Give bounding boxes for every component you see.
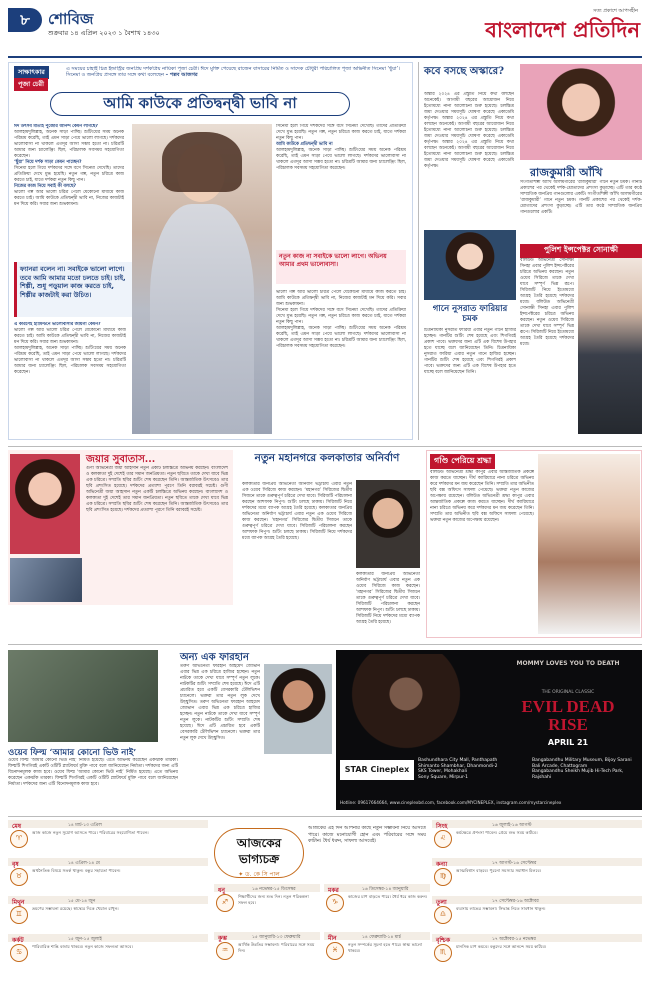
answer-7: আলহামদুলিল্লাহ, অনেক সাড়া পাচ্ছি। শুটিংয়ের সময় অনেক পরিশ্রম করেছি, তাই এমন সাড়া পেয়ে ভালো লাগছে। দর্শকদের ভালোবাসা না থাকলে এতদূর আসা সম্ভব হতো না। চরিত্রটি আমার জন্য চ্যালেঞ্জিং ছিল, পরিচালক সবসময় সহযোগিতা করেছেন। [276, 148, 406, 171]
horoscope-section [8, 820, 642, 980]
newspaper-logo: বাংলাদেশ প্রতিদিন [485, 17, 640, 42]
horoscope-item [324, 932, 430, 968]
ad-tagline: MOMMY LOVES YOU TO DEATH [516, 660, 620, 667]
ad-locations [418, 758, 640, 796]
zodiac-icon: ♎ [434, 906, 452, 924]
nusrat-title: গানে নুসরাত ফারিয়ার চমক [432, 304, 508, 324]
zodiac-icon: ♐ [216, 894, 234, 912]
zodiac-icon: ♑ [326, 894, 344, 912]
zodiac-dates: ১৫ জুন-১৫ জুলাই [68, 936, 102, 942]
sidebar-divider [418, 62, 419, 440]
horoscope-item [432, 896, 642, 932]
photo-akhi [520, 64, 642, 160]
horoscope-item [214, 884, 320, 920]
horoscope-strip [432, 934, 642, 942]
zodiac-icon: ♓ [326, 942, 344, 960]
photo-web-film [8, 650, 158, 742]
lead-col-1b [14, 322, 126, 434]
ad-location-6: Bali Arcade, Chattogram [532, 763, 588, 769]
ad-hotline: Hotline: 09617664664, www.cineplexbd.com, facebook.com/MYCINEPLEX, instagram.com/mystarcineplex [340, 800, 562, 805]
answer-6: সিনেমা হলে গিয়ে দর্শকদের সঙ্গে বসে সিনেমা দেখেছি। তাদের প্রতিক্রিয়া দেখে মুগ্ধ হয়েছি। নতুন গল্প, নতুন চরিত্রে কাজ করতে চাই, যাতে দর্শকরা নতুন কিছু পান। [276, 124, 406, 141]
lead-headline: আমি কাউকে প্রতিদ্বন্দ্বী ভাবি না [50, 92, 350, 116]
dateline: শুক্রবার ১৪ এপ্রিল ২০২৩ ১ বৈশাখ ১৪৩০ [48, 29, 160, 37]
rajkumari-body: সংগীতশিল্পী আঁখি আলমগীরের ‘রাজকুমারী’ গানে নতুন চমক। গানটি প্রকাশের পর থেকেই দর্শক-শ্রোতাদের প্রশংসা কুড়াচ্ছে। এটি তার কণ্ঠে সাম্প্রতিক জনপ্রিয় গানগুলোর একটি। সংগীতশিল্পী আঁখি আলমগীরের ‘রাজকুমারী’ গানে নতুন চমক। গানটি প্রকাশের পর থেকেই দর্শক-শ্রোতাদের প্রশংসা কুড়াচ্ছে। এটি তার কণ্ঠে সাম্প্রতিক জনপ্রিয় গানগুলোর একটি। [520, 180, 642, 215]
zodiac-text: ভ্রমণের সম্ভাবনা রয়েছে। স্বাস্থ্যের দিকে খেয়াল রাখুন। [32, 906, 119, 911]
zodiac-text: কাজের চাপ বাড়তে পারে। ধৈর্য ধরে কাজ করুন। [348, 894, 428, 899]
ad-location-5: Bangabandhu Military Museum, Bijoy Sarani [532, 758, 632, 763]
lead-byline: – পল্লব আজগর [165, 72, 198, 78]
horoscope-title: আজকের ভাগ্যচক্র [236, 836, 282, 866]
lead-photo-puja-cherry [132, 124, 272, 434]
zodiac-name: মীন [328, 935, 337, 942]
answer-10: আলহামদুলিল্লাহ, অনেক সাড়া পাচ্ছি। শুটিংয়ের সময় অনেক পরিশ্রম করেছি, তাই এমন সাড়া পেয়ে ভালো লাগছে। দর্শকদের ভালোবাসা না থাকলে এতদূর আসা সম্ভব হতো না। চরিত্রটি আমার জন্য চ্যালেঞ্জিং ছিল, পরিচালক সবসময় সহযোগিতা করেছেন। [276, 326, 406, 349]
saree-shape [150, 204, 254, 434]
horoscope-strip [432, 858, 642, 866]
horoscope-item [432, 820, 642, 856]
zodiac-text: মানসিক চাপ কমবে। বন্ধুদের সঙ্গে আনন্দে সময় কাটবে। [456, 944, 547, 949]
zodiac-icon: ♏ [434, 944, 452, 962]
answer-2: সিনেমা হলে গিয়ে দর্শকদের সঙ্গে বসে সিনেমা দেখেছি। তাদের প্রতিক্রিয়া দেখে মুগ্ধ হয়েছি। নতুন গল্প, নতুন চরিত্রে কাজ করতে চাই, যাতে দর্শকরা নতুন কিছু পান। [14, 166, 124, 183]
rajkumari-title: রাজকুমারী আঁখি [530, 166, 603, 179]
zodiac-dates: ১৫ মে-১৪ জুন [68, 898, 96, 904]
zodiac-icon: ♍ [434, 868, 452, 886]
sonakshi-body: বলিউড অভিনেত্রী সোনাক্ষী সিনহা এবার পুলিশ ইন্সপেক্টরের চরিত্রে অভিনয় করছেন। নতুন ওয়েব সিরিজে তাকে দেখা যাবে সম্পূর্ণ ভিন্ন রূপে। সিরিজটি নিয়ে ইতোমধ্যে আগ্রহ তৈরি হয়েছে দর্শকদের মধ্যে। বলিউড অভিনেত্রী সোনাক্ষী সিনহা এবার পুলিশ ইন্সপেক্টরের চরিত্রে অভিনয় করছেন। নতুন ওয়েব সিরিজে তাকে দেখা যাবে সম্পূর্ণ ভিন্ন রূপে। সিরিজটি নিয়ে ইতোমধ্যে আগ্রহ তৈরি হয়েছে দর্শকদের মধ্যে। [520, 258, 574, 347]
zodiac-icon: ♊ [10, 906, 28, 924]
horoscope-strip [8, 896, 208, 904]
jaya-body: গুণী অভিনেত্রী জয়া আহসান নতুন একটি চলচ্চিত্রে অভিনয় করছেন। বাংলাদেশ ও কলকাতা দুই দেশেই তার সমান জনপ্রিয়তা। নতুন ছবিতে তাকে দেখা যাবে ভিন্ন এক চরিত্রে। সম্প্রতি ছবির শুটিং শেষ করেছেন তিনি। আন্তর্জাতিক উৎসবেও তার ছবি প্রশংসিত হয়েছে। দর্শকদের প্রত্যাশা পূরণে তিনি বরাবরই সচেষ্ট। গুণী অভিনেত্রী জয়া আহসান নতুন একটি চলচ্চিত্রে অভিনয় করছেন। বাংলাদেশ ও কলকাতা দুই দেশেই তার সমান জনপ্রিয়তা। নতুন ছবিতে তাকে দেখা যাবে ভিন্ন এক চরিত্রে। সম্প্রতি ছবির শুটিং শেষ করেছেন তিনি। আন্তর্জাতিক উৎসবেও তার ছবি প্রশংসিত হয়েছে। দর্শকদের প্রত্যাশা পূরণে তিনি বরাবরই সচেষ্ট। [86, 466, 228, 513]
answer-1: আলহামদুলিল্লাহ, অনেক সাড়া পাচ্ছি। শুটিংয়ের সময় অনেক পরিশ্রম করেছি, তাই এমন সাড়া পেয়ে ভালো লাগছে। দর্শকদের ভালোবাসা না থাকলে এতদূর আসা সম্ভব হতো না। চরিত্রটি আমার জন্য চ্যালেঞ্জিং ছিল, পরিচালক সবসময় সহযোগিতা করেছেন। [14, 130, 124, 159]
zodiac-name: কুম্ভ [218, 935, 227, 942]
zodiac-name: মেষ [12, 823, 22, 830]
ad-classic: THE ORIGINAL CLASSIC [541, 690, 595, 695]
zodiac-text: আত্মবিশ্বাস বাড়বে। পুরনো সমস্যার সমাধান মিলবে। [456, 868, 542, 873]
zodiac-text: ব্যবসায় লাভের সম্ভাবনা। সিদ্ধান্ত নিতে সাবধান থাকুন। [456, 906, 546, 911]
answer-9: সিনেমা হলে গিয়ে দর্শকদের সঙ্গে বসে সিনেমা দেখেছি। তাদের প্রতিক্রিয়া দেখে মুগ্ধ হয়েছি। নতুন গল্প, নতুন চরিত্রে কাজ করতে চাই, যাতে দর্শকরা নতুন কিছু পান। [276, 308, 406, 325]
zodiac-text: আজ কাজে নতুন সুযোগ আসতে পারে। পরিবারের সহযোগিতা পাবেন। [32, 830, 149, 835]
lead-col-1 [14, 124, 124, 236]
zodiac-text: পারিবারিক শান্তি বজায় থাকবে। নতুন কাজে সফলতা আসবে। [32, 944, 133, 949]
photo-farhan [264, 664, 332, 754]
web-film-title: ওয়েব ফিল্ম ‘আমার কোনো ভিউ নাই’ [8, 748, 137, 758]
web-film-body: ওয়েব ফিল্ম ‘আমার কোনো ভিউ নাই’ নির্মিত হয়েছে। এতে অভিনয় করেছেন একঝাঁক তারকা। ফিল্মটি শিগগিরই একটি ওটিটি প্ল্যাটফর্মে মুক্তি পাবে বলে জানিয়েছেন নির্মাতা। দর্শকদের জন্য এটি বিনোদনমূলক কাজ হবে। ওয়েব ফিল্ম ‘আমার কোনো ভিউ নাই’ নির্মিত হয়েছে। এতে অভিনয় করেছেন একঝাঁক তারকা। ফিল্মটি শিগগিরই একটি ওটিটি প্ল্যাটফর্মে মুক্তি পাবে বলে জানিয়েছেন নির্মাতা। দর্শকদের জন্য এটি বিনোদনমূলক কাজ হবে। [8, 758, 178, 787]
photo-sonakshi [578, 258, 642, 434]
hair-shape [162, 132, 242, 192]
ad-horror-image [340, 654, 472, 754]
nusrat-body: চিত্রনায়িকা নুসরাত ফারিয়া এবার নতুন গানে হাজির হচ্ছেন। গানটির শুটিং শেষ হয়েছে এবং শিগগিরই প্রকাশ পাবে। ভক্তদের জন্য এটি এক বিশেষ উপহার হতে যাচ্ছে বলে জানিয়েছেন তিনি। চিত্রনায়িকা নুসরাত ফারিয়া এবার নতুন গানে হাজির হচ্ছেন। গানটির শুটিং শেষ হয়েছে এবং শিগগিরই প্রকাশ পাবে। ভক্তদের জন্য এটি এক বিশেষ উপহার হতে যাচ্ছে বলে জানিয়েছেন তিনি। [424, 328, 516, 375]
horoscope-strip [8, 820, 208, 828]
ad-location-2: Shimanto Shambhar, Dhanmondi-2 [418, 763, 498, 769]
ad-location-7: Bangabandhu Sheikh Mujib Hi-Tech Park, Rajshahi [532, 769, 624, 780]
question-5: আমি কাউকে প্রতিদ্বন্দ্বী ভাবি না [276, 142, 333, 147]
zodiac-name: কন্যা [436, 861, 448, 868]
jaya-title: জয়ার সুবাতাস... [86, 454, 156, 465]
section-title: শোবিজ [48, 10, 94, 28]
shraddha-title: গণ্ডি পেরিয়ে শ্রদ্ধা [430, 454, 495, 469]
zodiac-dates: ১৭ অক্টোবর-১৫ নভেম্বর [492, 936, 536, 942]
zodiac-dates: ১৪ মার্চ-১৩ এপ্রিল [68, 822, 102, 828]
ad-location-1: Bashundhara City Mall, Panthapath [418, 758, 498, 763]
question-1: ঈদ উৎসব মাতাই পুজোর আনন্দ কেমন লাগছে? [14, 124, 98, 129]
ad-brand-logo: STAR Cineplex [340, 760, 414, 780]
zodiac-icon: ♈ [10, 830, 28, 848]
zodiac-name: তুলা [436, 899, 447, 906]
logo-tagline: সত্য প্রকাশে আপসহীন [593, 8, 638, 14]
zodiac-dates: ১৭ সেপ্টেম্বর-১৬ অক্টোবর [492, 898, 539, 904]
horoscope-strip [432, 820, 642, 828]
question-2: ‘ছুঁয়া’ নিয়ে দর্শক সাড়া কেমন পাচ্ছেন? [14, 160, 82, 165]
answer-3: ভালো গল্প আর ভালো চরিত্র পেলে যেকোনো মাধ্যমে কাজ করতে চাই। আমি কাউকে প্রতিদ্বন্দ্বী ভাবি না, নিজের কাজটাই মন দিয়ে করি। সবার জন্য শুভকামনা। [14, 190, 124, 207]
zodiac-name: ধনু [218, 887, 225, 894]
zodiac-dates: ১৬ নভেম্বর-১৫ ডিসেম্বর [252, 886, 296, 892]
photo-jaya-2 [10, 558, 82, 602]
zodiac-text: আর্থিক উন্নতির সম্ভাবনা। পরিবারের সঙ্গে সময় দিন। [238, 942, 315, 953]
answer-4: ভালো গল্প আর ভালো চরিত্র পেলে যেকোনো মাধ্যমে কাজ করতে চাই। আমি কাউকে প্রতিদ্বন্দ্বী ভাবি না, নিজের কাজটাই মন দিয়ে করি। সবার জন্য শুভকামনা। [14, 328, 126, 345]
ad-release-date: APRIL 21 [547, 738, 589, 747]
answer-5: আলহামদুলিল্লাহ, অনেক সাড়া পাচ্ছি। শুটিংয়ের সময় অনেক পরিশ্রম করেছি, তাই এমন সাড়া পেয়ে ভালো লাগছে। দর্শকদের ভালোবাসা না থাকলে এতদূর আসা সম্ভব হতো না। চরিত্রটি আমার জন্য চ্যালেঞ্জিং ছিল, পরিচালক সবসময় সহযোগিতা করেছেন। [14, 346, 126, 375]
header-rule [8, 56, 642, 58]
zodiac-dates: ১৬ ডিসেম্বর-১৪ জানুয়ারি [362, 886, 409, 892]
farhan-title: অন্য এক ফারহান [180, 652, 249, 663]
kolkata-body: কলকাতার জনপ্রিয় অভিনেতা অনির্বাণ ভট্টাচার্য এবার নতুন এক ওয়েব সিরিজে কাজ করছেন। ‘মহানগর’ সিরিজের দ্বিতীয় সিজনে তাকে গুরুত্বপূর্ণ চরিত্রে দেখা যাবে। সিরিজটি পরিচালনা করছেন আশফাক নিপুণ। শুটিং চলছে ঢাকায়। সিরিজটি নিয়ে দর্শকদের মধ্যে ব্যাপক আগ্রহ তৈরি হয়েছে। কলকাতার জনপ্রিয় অভিনেতা অনির্বাণ ভট্টাচার্য এবার নতুন এক ওয়েব সিরিজে কাজ করছেন। ‘মহানগর’ সিরিজের দ্বিতীয় সিজনে তাকে গুরুত্বপূর্ণ চরিত্রে দেখা যাবে। সিরিজটি পরিচালনা করছেন আশফাক নিপুণ। শুটিং চলছে ঢাকায়। সিরিজটি নিয়ে দর্শকদের মধ্যে ব্যাপক আগ্রহ তৈরি হয়েছে। [242, 482, 352, 541]
oscar-title: কবে বসছে অস্কারে? [424, 66, 504, 77]
lead-kicker: সাক্ষাৎকার [14, 66, 49, 79]
shraddha-body: বলিউড অভিনেত্রী শ্রদ্ধা কাপুর এবার আন্তর্জাতিক প্রকল্পে কাজ করতে যাচ্ছেন। দীর্ঘ ক্যারিয়ারে নানা চরিত্রে অভিনয় করে দর্শকদের মন জয় করেছেন তিনি। সম্প্রতি তার অভিনীত ছবি বক্স অফিসে সাফল্য পেয়েছে। ভক্তরা নতুন কাজের অপেক্ষায় রয়েছেন। বলিউড অভিনেত্রী শ্রদ্ধা কাপুর এবার আন্তর্জাতিক প্রকল্পে কাজ করতে যাচ্ছেন। দীর্ঘ ক্যারিয়ারে নানা চরিত্রে অভিনয় করে দর্শকদের মন জয় করেছেন তিনি। সম্প্রতি তার অভিনীত ছবি বক্স অফিসে সাফল্য পেয়েছে। ভক্তরা নতুন কাজের অপেক্ষায় রয়েছেন। [430, 470, 534, 523]
pull-quote: ফ্যানরা বলেন না। সবাইকে ভালো লাগে। তবে আমি আমার মতো চলতে চাই। চাই, শিল্পী, শুধু পড়ুয়াল কাজ করতে চাই, শিল্পীর কাজটাই করা উচিত। [14, 262, 132, 317]
zodiac-dates: ১৪ ফেব্রুয়ারি-১৪ মার্চ [362, 934, 401, 940]
photo-jaya [10, 454, 80, 554]
photo-nusrat [424, 230, 516, 300]
zodiac-text: নতুন সম্পর্কের সূচনা হতে পারে। স্বাস্থ্য ভালো থাকবে। [348, 942, 423, 953]
question-4: এ কারণেই হ্যামিল্টনে ভালোবাসার জায়গা কেমন? [14, 322, 101, 327]
horoscope-item [8, 896, 208, 932]
zodiac-icon: ♋ [10, 944, 28, 962]
section-rule-3 [8, 816, 642, 817]
question-3: নিজের কাজ নিয়ে সবাই কী বলছে? [14, 184, 77, 189]
zodiac-dates: ১৫ জানুয়ারি-১৩ ফেব্রুয়ারি [252, 934, 301, 940]
zodiac-text: শিক্ষার্থীদের জন্য শুভ দিন। নতুন পরিকল্পনা সফল হবে। [238, 894, 309, 905]
ad-movie-title: EVIL DEAD RISE [521, 697, 615, 734]
section-rule-1 [8, 446, 642, 447]
horoscope-item [432, 858, 642, 894]
horoscope-item [8, 934, 208, 970]
zodiac-dates: ১৭ আগস্ট-১৬ সেপ্টেম্বর [492, 860, 537, 866]
horoscope-strip [8, 934, 208, 942]
horoscope-item [324, 884, 430, 920]
horoscope-strip [8, 858, 208, 866]
answer-8: ভালো গল্প আর ভালো চরিত্র পেলে যেকোনো মাধ্যমে কাজ করতে চাই। আমি কাউকে প্রতিদ্বন্দ্বী ভাবি না, নিজের কাজটাই মন দিয়ে করি। সবার জন্য শুভকামনা। [276, 290, 406, 307]
zodiac-icon: ♌ [434, 830, 452, 848]
horoscope-item [8, 858, 208, 894]
zodiac-icon: ♒ [216, 942, 234, 960]
lead-subkicker: পূজা চেরী [14, 78, 48, 91]
lead-col-3 [276, 124, 406, 244]
oscar-body: অস্কার ২০২৪ এর প্রস্তুতি নিয়ে কথা বলছেন অনেকেই। আগামী বছরের আয়োজন নিয়ে ইতোমধ্যে নানা আলোচনা শুরু হয়েছে। চলচ্চিত্র জমা দেওয়ার সময়সূচি ঘোষণা করেছে একাডেমি কর্তৃপক্ষ। অস্কার ২০২৪ এর প্রস্তুতি নিয়ে কথা বলছেন অনেকেই। আগামী বছরের আয়োজন নিয়ে ইতোমধ্যে নানা আলোচনা শুরু হয়েছে। চলচ্চিত্র জমা দেওয়ার সময়সূচি ঘোষণা করেছে একাডেমি কর্তৃপক্ষ। অস্কার ২০২৪ এর প্রস্তুতি নিয়ে কথা বলছেন অনেকেই। আগামী বছরের আয়োজন নিয়ে ইতোমধ্যে নানা আলোচনা শুরু হয়েছে। চলচ্চিত্র জমা দেওয়ার সময়সূচি ঘোষণা করেছে একাডেমি কর্তৃপক্ষ। [424, 92, 514, 169]
lead-col-4 [276, 290, 406, 434]
zodiac-text: কর্মক্ষেত্রে প্রশংসা পাবেন। প্রেমে শুভ সময় কাটবে। [456, 830, 538, 835]
farhan-body: তরুণ অভিনেতা ফারহান আহমেদ জোভান এবার ভিন্ন এক চরিত্রে হাজির হচ্ছেন। নতুন নাটকে তাকে দেখা যাবে সম্পূর্ণ নতুন লুকে। নাটকটির শুটিং সম্প্রতি শেষ হয়েছে। ঈদে এটি প্রচারিত হবে একটি বেসরকারি টেলিভিশন চ্যানেলে। ভক্তরা তার নতুন লুক দেখে উচ্ছ্বসিত। তরুণ অভিনেতা ফারহান আহমেদ জোভান এবার ভিন্ন এক চরিত্রে হাজির হচ্ছেন। নতুন নাটকে তাকে দেখা যাবে সম্পূর্ণ নতুন লুকে। নাটকটির শুটিং সম্প্রতি শেষ হয়েছে। ঈদে এটি প্রচারিত হবে একটি বেসরকারি টেলিভিশন চ্যানেলে। ভক্তরা তার নতুন লুক দেখে উচ্ছ্বসিত। [180, 664, 260, 741]
pull-quote-2: নতুন কাজ না সবাইকে ভালো লাগে। অভিনয় আমার প্রথম ভালোবাসা। [276, 250, 406, 284]
lead-intro: এ সময়ের চাহাই চিত্র ইন্ডাস্ট্রির জনপ্রিয় দর্শকপ্রিয় নায়িকা পূজা চেরী। ঈদে মুক্তি পেয়েছে রাজেন বাসারের নির্মিত ও সাদেক চৌধুরী পরিচালিত পূজা অভিনীত সিনেমা ‘ছুঁয়া’। সিনেমা ও জনপ্রিয় প্রসঙ্গে তার সঙ্গে কথা বলেছেন – পল্লব আজগর [66, 66, 400, 78]
zodiac-name: মকর [328, 887, 339, 894]
kolkata-title: নতুন মহানগরে কলকাতার অনির্বাণ [254, 452, 400, 464]
horoscope-intro: আজকের এই দিন আপনার কাছে নতুন সম্ভাবনা নিয়ে আসতে পারে। কাজে মনোযোগী হোন এবং পরিবারের সঙ্গে সময় কাটান। ধৈর্য ধরুন, সাফল্য আসবেই। [308, 826, 426, 844]
zodiac-name: মিথুন [12, 899, 25, 906]
zodiac-text: অর্থনৈতিক বিষয়ে সতর্ক থাকুন। বন্ধুর সহায়তা পাবেন। [32, 868, 121, 873]
horoscope-item [214, 932, 320, 968]
zodiac-name: বৃশ্চিক [436, 937, 451, 944]
photo-anirban [356, 480, 420, 568]
zodiac-name: বৃষ [12, 861, 19, 868]
photo-shraddha [538, 454, 640, 634]
zodiac-icon: ♉ [10, 868, 28, 886]
gap [160, 650, 170, 742]
zodiac-dates: ১৪ এপ্রিল-১৪ মে [68, 860, 100, 866]
zodiac-dates: ১৬ জুলাই-১৬ আগস্ট [492, 822, 532, 828]
ad-location-4: Sony Square, Mirpur-1 [418, 774, 468, 780]
page-number: ৮ [8, 8, 42, 32]
kolkata-body-2: কলকাতার জনপ্রিয় অভিনেতা অনির্বাণ ভট্টাচার্য এবার নতুন এক ওয়েব সিরিজে কাজ করছেন। ‘মহানগর’ সিরিজের দ্বিতীয় সিজনে তাকে গুরুত্বপূর্ণ চরিত্রে দেখা যাবে। সিরিজটি পরিচালনা করছেন আশফাক নিপুণ। শুটিং চলছে ঢাকায়। সিরিজটি নিয়ে দর্শকদের মধ্যে ব্যাপক আগ্রহ তৈরি হয়েছে। [356, 572, 420, 625]
horoscope-title-box [214, 828, 304, 878]
zodiac-name: সিংহ [436, 823, 448, 830]
horoscope-author: ✦ ড. কে সি পাল [238, 871, 280, 878]
ad-location-3: SKS Tower, Mohakhali [418, 769, 467, 774]
horoscope-item [8, 820, 208, 856]
section-rule-2 [8, 644, 642, 645]
horoscope-item [432, 934, 642, 970]
sonakshi-title: পুলিশ ইন্সপেক্টর সোনাক্ষী [520, 244, 642, 258]
zodiac-name: কর্কট [12, 937, 24, 944]
